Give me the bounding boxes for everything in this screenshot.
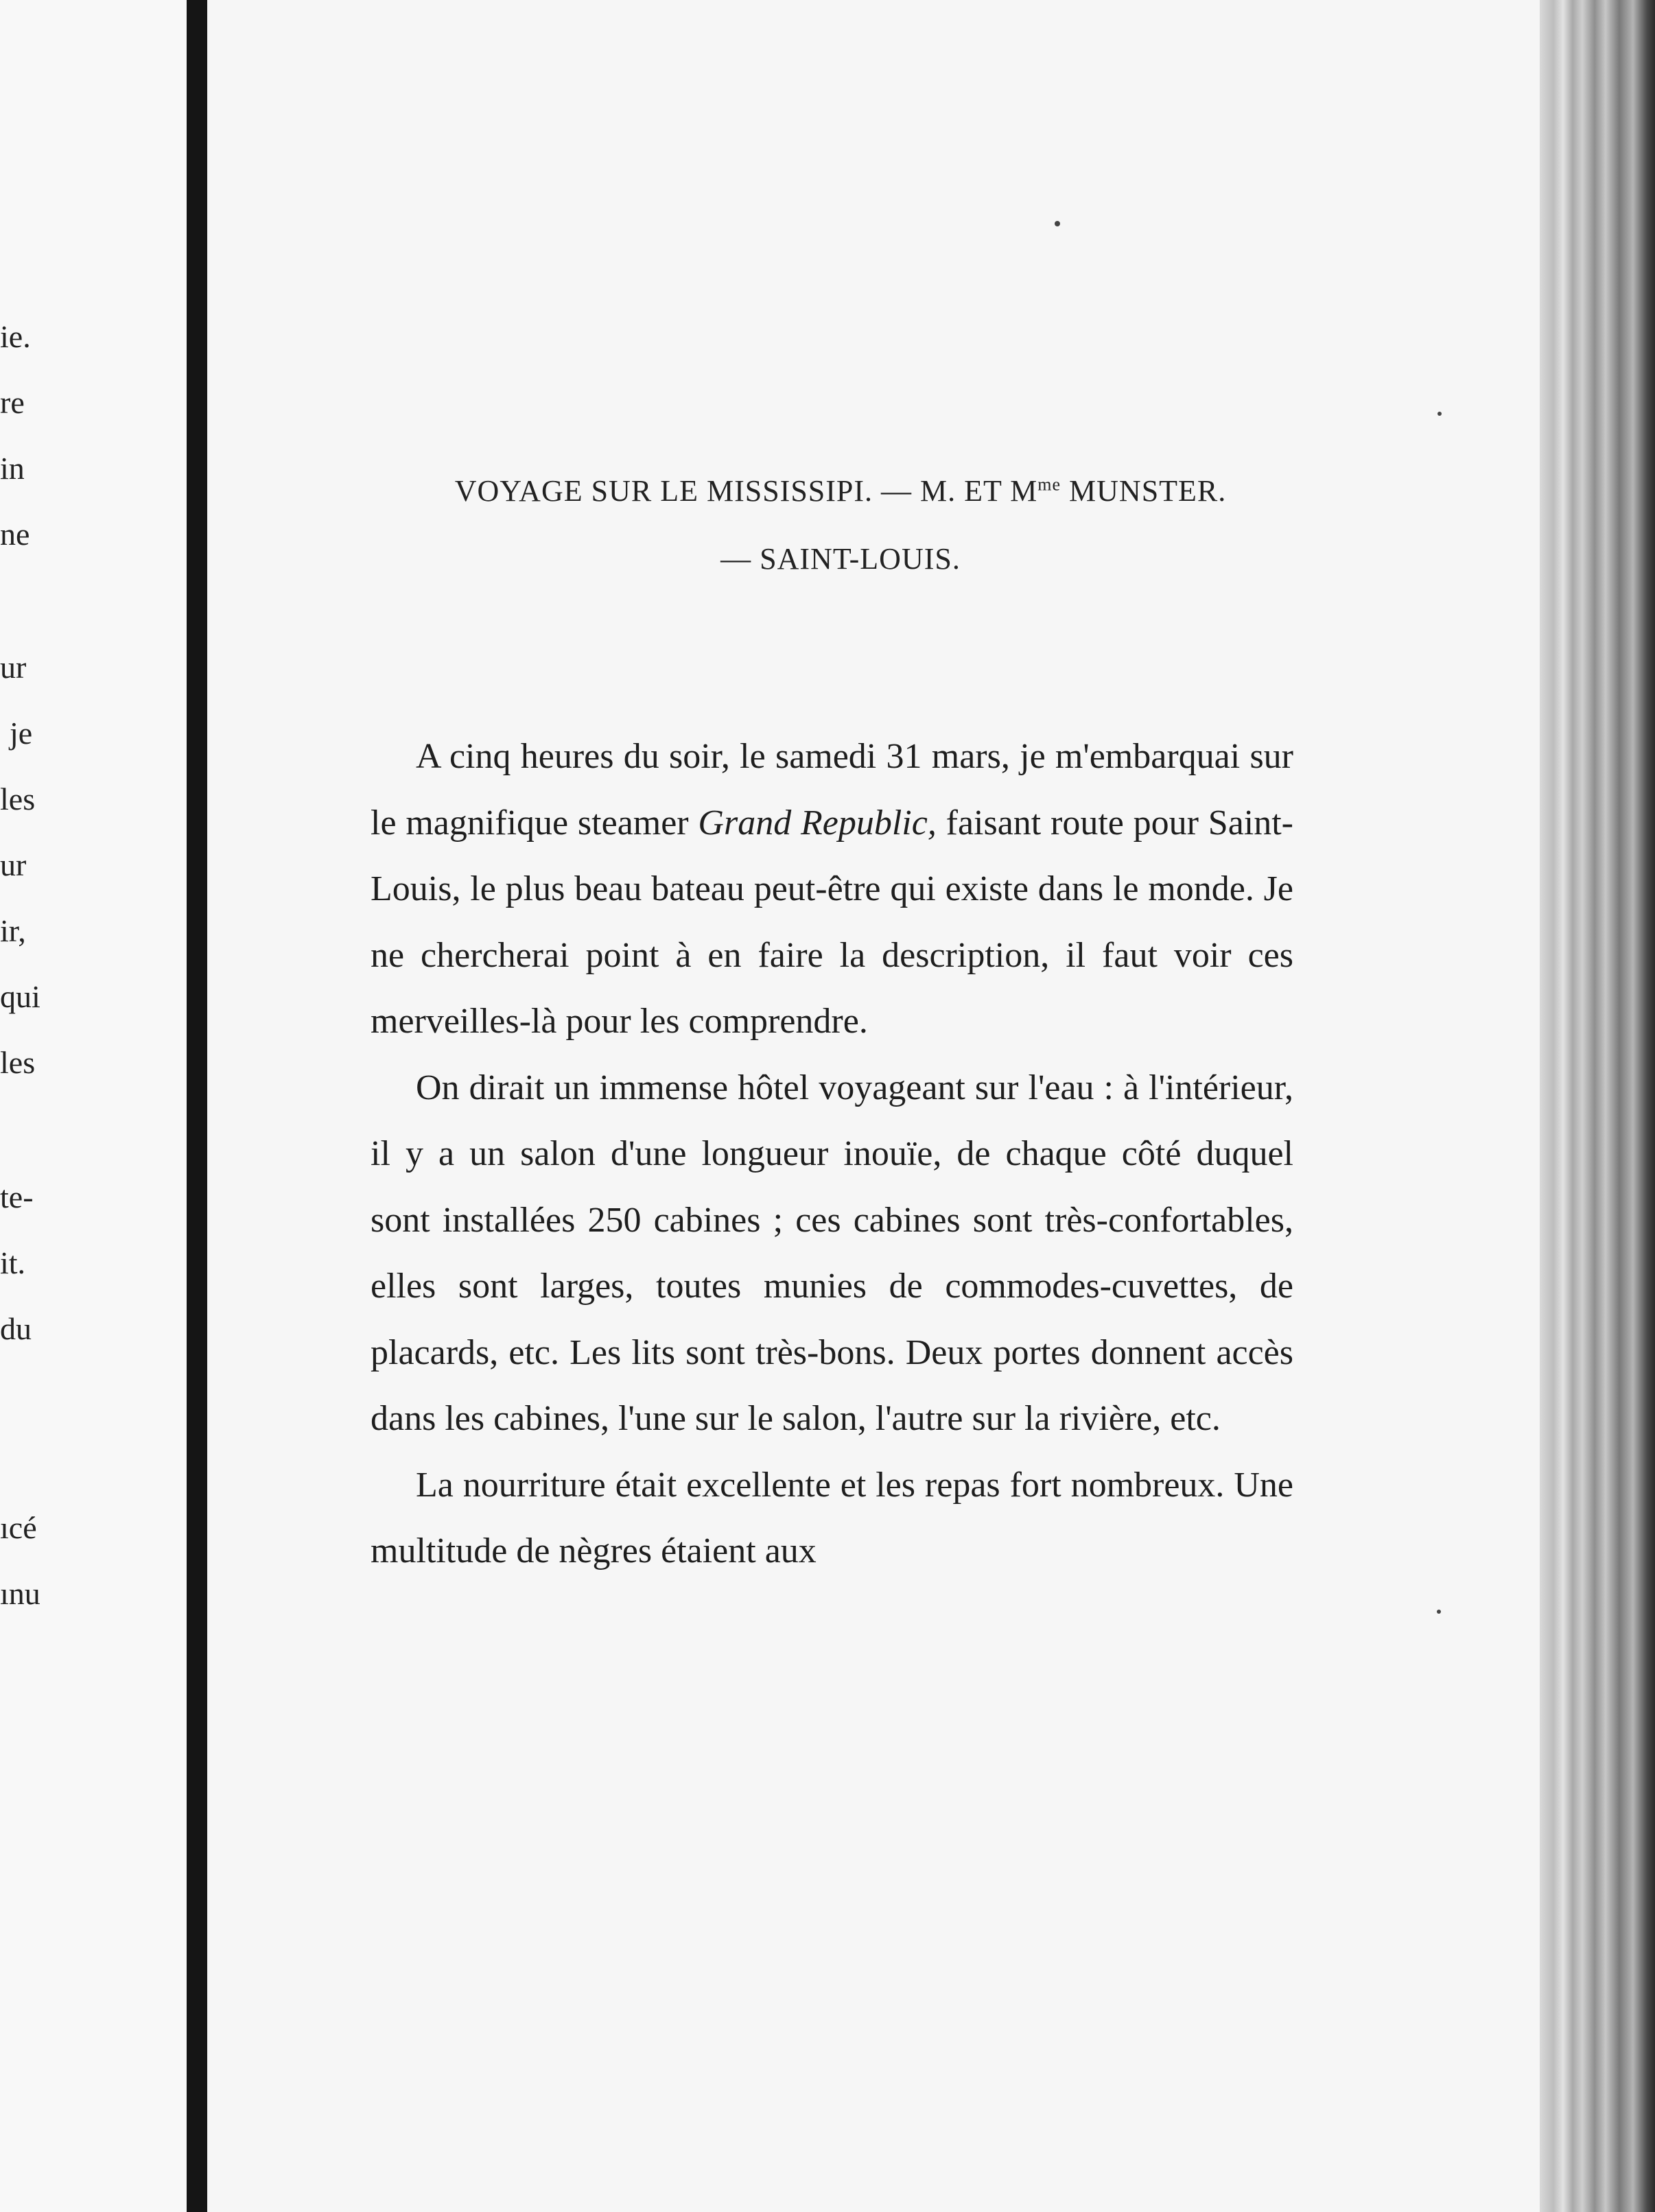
fragment-line: ıcé — [0, 1510, 37, 1545]
fragment-line: it. — [0, 1245, 26, 1280]
fragment-line: du — [0, 1311, 32, 1346]
fragment-line: in — [0, 451, 25, 486]
fragment-line: qui — [0, 979, 40, 1014]
fragment-line: je — [10, 716, 33, 751]
previous-page-edge — [0, 0, 187, 2212]
heading-suffix: MUNSTER. — [1061, 474, 1227, 508]
fragment-line: ie. — [0, 319, 31, 354]
paragraph-2: On dirait un immense hôtel voyageant sur l'eau : à l'intérieur, il y a un salon d'une longueur inouïe, de chaque côté duquel sont installées 250 cabines ; ces cabines sont très-confortables, elles sont larges, toutes munies de commodes-cuvettes, de placards, etc. Les lits sont très-bons. Deux portes donnent accès dans les cabines, l'une sur le salon, l'autre sur la rivière, etc. — [371, 1068, 1293, 1438]
speck — [1437, 412, 1442, 416]
paragraph-3: La nourriture était excellente et les repas fort nombreux. Une multitude de nègres étaient aux — [371, 1465, 1293, 1570]
book-gutter — [187, 0, 207, 2212]
fragment-line: ınu — [0, 1576, 40, 1611]
heading-line-1 — [371, 473, 1311, 508]
fragment-line: ur — [0, 650, 27, 685]
fragment-line: ur — [0, 847, 27, 882]
heading-prefix: VOYAGE SUR LE MISSISSIPI. — M. ET M — [454, 474, 1038, 508]
paragraph-1-start: A cinq heures du soir, le samedi 31 mars, je m'embarquai sur le magnifique steamer — [371, 737, 1293, 843]
fragment-line: te- — [0, 1179, 34, 1214]
paragraph-1 — [371, 724, 1293, 1055]
page-edges — [1540, 0, 1655, 2212]
fragment-line: les — [0, 781, 36, 816]
fragment-line: ir, — [0, 913, 26, 948]
fragment-line: re — [0, 385, 25, 420]
ship-name: Grand Republic, — [698, 803, 937, 843]
fragment-line: les — [0, 1045, 36, 1080]
chapter-heading — [371, 473, 1311, 576]
paragraph-1-end: faisant route pour Saint-Louis, le plus beau bateau peut-être qui existe dans le monde. Je ne chercherai point à en faire la description, il faut voir ces merveilles-là pour les comprendre. — [371, 803, 1293, 1041]
heading-line-2: — SAINT-LOUIS. — [720, 542, 961, 576]
speck — [1055, 221, 1060, 226]
heading-superscript: me — [1037, 474, 1061, 495]
fragment-line: ne — [0, 517, 30, 552]
speck — [1437, 1610, 1441, 1614]
body-text — [371, 724, 1293, 1585]
